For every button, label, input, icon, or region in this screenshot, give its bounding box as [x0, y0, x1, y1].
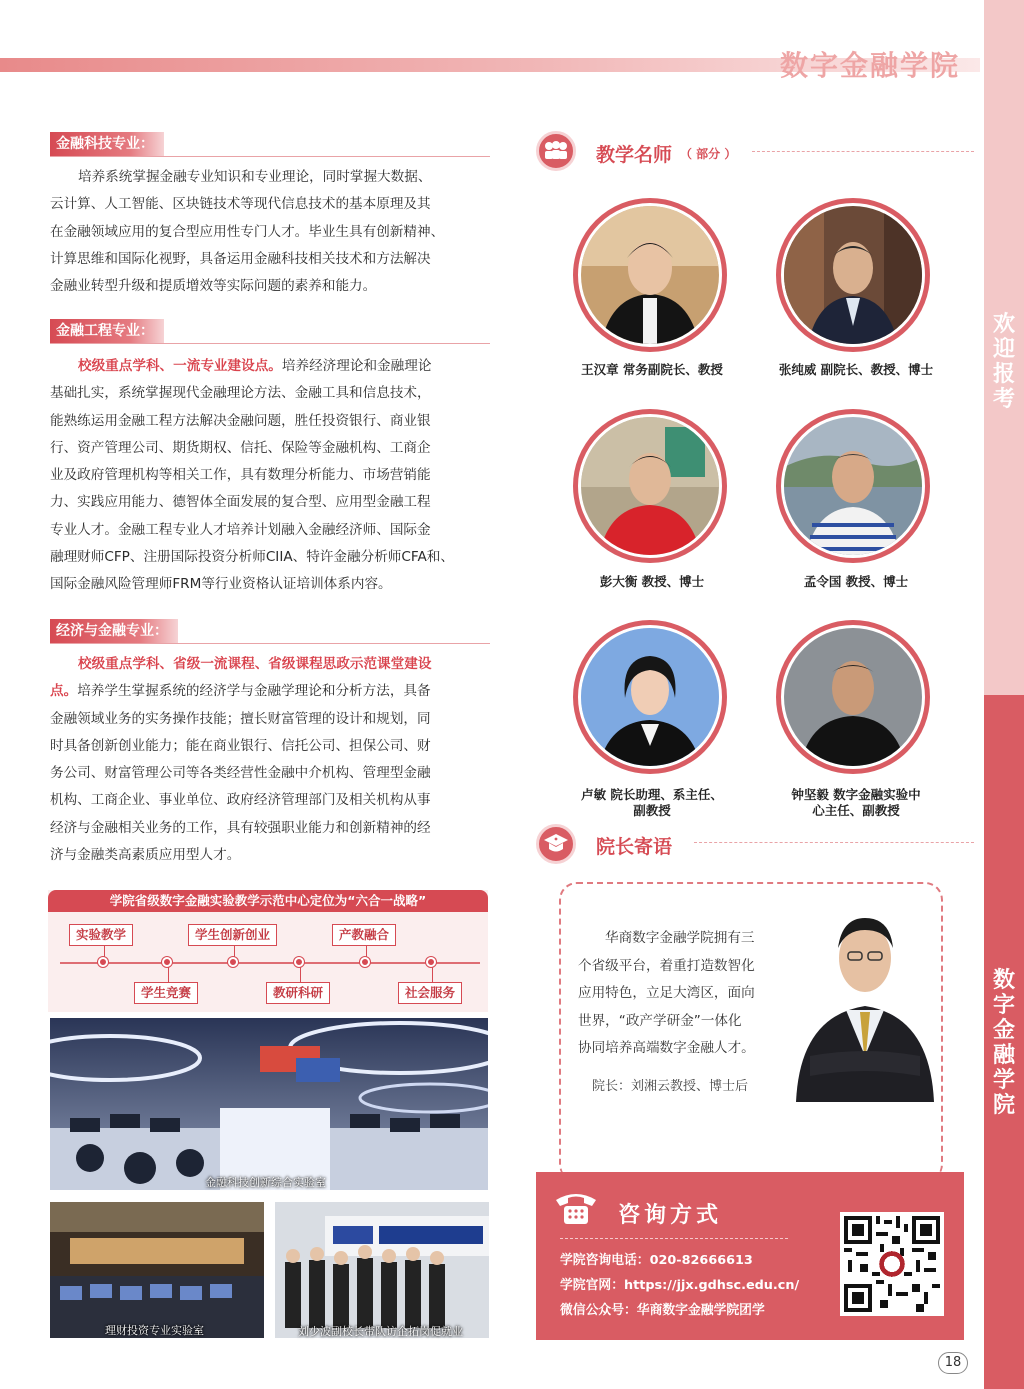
strategy-item-research: 教研科研: [266, 982, 330, 1004]
contact-wechat: 微信公众号：华商数字金融学院团学: [560, 1303, 765, 1318]
teacher-name: 钟坚毅 数字金融实验中 心主任、副教授: [791, 787, 921, 818]
teacher-portrait: [776, 620, 930, 774]
timeline-dot: [426, 957, 436, 967]
teacher-name: 卢敏 院长助理、系主任、 副教授: [581, 787, 723, 818]
strategy-item-innovation: 学生创新创业: [188, 924, 277, 946]
timeline-dot: [162, 957, 172, 967]
dean-message: 华商数字金融学院拥有三 个省级平台，着重打造数智化 应用特色，立足大湾区，面向 世界，“政产学研金”一体化 协同培养高端数字金融人才。: [578, 930, 755, 1056]
divider: [694, 842, 974, 843]
side-welcome-text: 欢 迎 报 考: [992, 312, 1015, 412]
teachers-title: 教学名师: [596, 144, 673, 166]
teacher-name: 王汉章 常务副院长、教授: [581, 362, 723, 377]
lab-main-photo: [50, 1018, 488, 1190]
dean-icon: [536, 824, 576, 864]
qr-code: [840, 1212, 944, 1316]
side-college-text: 数 字 金 融 学 院: [992, 968, 1015, 1118]
dean-signature: 院长：刘湘云教授、博士后: [592, 1079, 749, 1094]
teacher-name: 张纯威 副院长、教授、博士: [778, 362, 934, 377]
teachers-subtitle: （ 部分 ）: [680, 147, 737, 161]
college-title: 数字金融学院: [779, 49, 960, 82]
teacher-portrait: [776, 198, 930, 352]
engineering-major-tag: 金融工程专业：: [50, 319, 164, 343]
strategy-item-industry: 产教融合: [332, 924, 396, 946]
teacher-portrait: [573, 409, 727, 563]
strategy-timeline: [60, 962, 480, 964]
dean-portrait: [790, 906, 940, 1102]
timeline-dot: [294, 957, 304, 967]
teacher-portrait: [776, 409, 930, 563]
lab-main-caption: 金融科技创新综合实验室: [205, 1176, 326, 1189]
visit-caption: 刘少波副校长带队访企拓岗促就业: [298, 1325, 463, 1338]
teacher-name: 孟令国 教授、博士: [803, 574, 909, 589]
economics-major-tag: 经济与金融专业：: [50, 619, 178, 643]
strategy-item-service: 社会服务: [398, 982, 462, 1004]
teacher-portrait: [573, 198, 727, 352]
dean-title: 院长寄语: [596, 836, 673, 858]
teacher-portrait: [573, 620, 727, 774]
strategy-title: 学院省级数字金融实验教学示范中心定位为“六合一战略”: [48, 890, 488, 912]
teachers-icon: [536, 131, 576, 171]
lab-small-photo: [50, 1202, 264, 1338]
divider: [50, 343, 490, 344]
divider: [50, 156, 490, 157]
page-number: 18: [938, 1352, 968, 1374]
fintech-major-tag: 金融科技专业：: [50, 132, 164, 156]
contact-title: 咨询方式: [618, 1203, 723, 1228]
divider: [752, 151, 974, 152]
teacher-name: 彭大衡 教授、博士: [599, 574, 705, 589]
fintech-major-text: 培养系统掌握金融专业知识和专业理论，同时掌握大数据、 云计算、人工智能、区块链技术等现代信息技术的基本原理及其 在金融领域应用的复合型应用性专门人才。毕业生具有创新精神、 计算思维和国际化视野，具备运用金融科技相关技术和方法解决 金融业转型升级和提质增效等实际问题的素养和能力。: [50, 169, 445, 295]
strategy-item-competition: 学生竞赛: [134, 982, 198, 1004]
engineering-major-text: 校级重点学科、一流专业建设点。培养经济理论和金融理论 基础扎实，系统掌握现代金融理论方法、金融工具和信息技术， 能熟练运用金融工程方法解决金融问题，胜任投资银行、商业银 行、资产管理公司、期货期权、信托、保险等金融机构、工商企 业及政府管理机构等相关工作，具有数理分析能力、市场营销能 力、实践应用能力、德智体全面发展的复合型、应用型金融工程 专业人才。金融工程专业人才培养计划融入金融经济师、国际金 融理财师CFP、注册国际投资分析师CIIA、特许金融分析师CFA和、 国际金融风险管理师FRM等行业资格认证培训体系内容。: [50, 358, 454, 593]
economics-major-text: 校级重点学科、省级一流课程、省级课程思政示范课堂建设 点。培养学生掌握系统的经济学与金融学理论和分析方法，具备 金融领域业务的实务操作技能；擅长财富管理的设计和规划，同 时具备创新创业能力；能在商业银行、信托公司、担保公司、财 务公司、财富管理公司等各类经营性金融中介机构、管理型金融 机构、工商企业、事业单位、政府经济管理部门及相关机构从事 经济与金融相关业务的工作，具有较强职业能力和创新精神的经 济与金融类高素质应用型人才。: [50, 656, 432, 864]
contact-website[interactable]: 学院官网：https://jjx.gdhsc.edu.cn/: [560, 1278, 800, 1293]
timeline-dot: [360, 957, 370, 967]
divider: [560, 1238, 788, 1239]
divider: [50, 643, 490, 644]
timeline-dot: [98, 957, 108, 967]
timeline-dot: [228, 957, 238, 967]
lab-small-caption: 理财投资专业实验室: [105, 1324, 204, 1337]
strategy-item-experiment: 实验教学: [69, 924, 133, 946]
phone-icon: [552, 1188, 600, 1228]
contact-phone: 学院咨询电话：020-82666613: [560, 1253, 753, 1268]
visit-photo: [275, 1202, 489, 1338]
